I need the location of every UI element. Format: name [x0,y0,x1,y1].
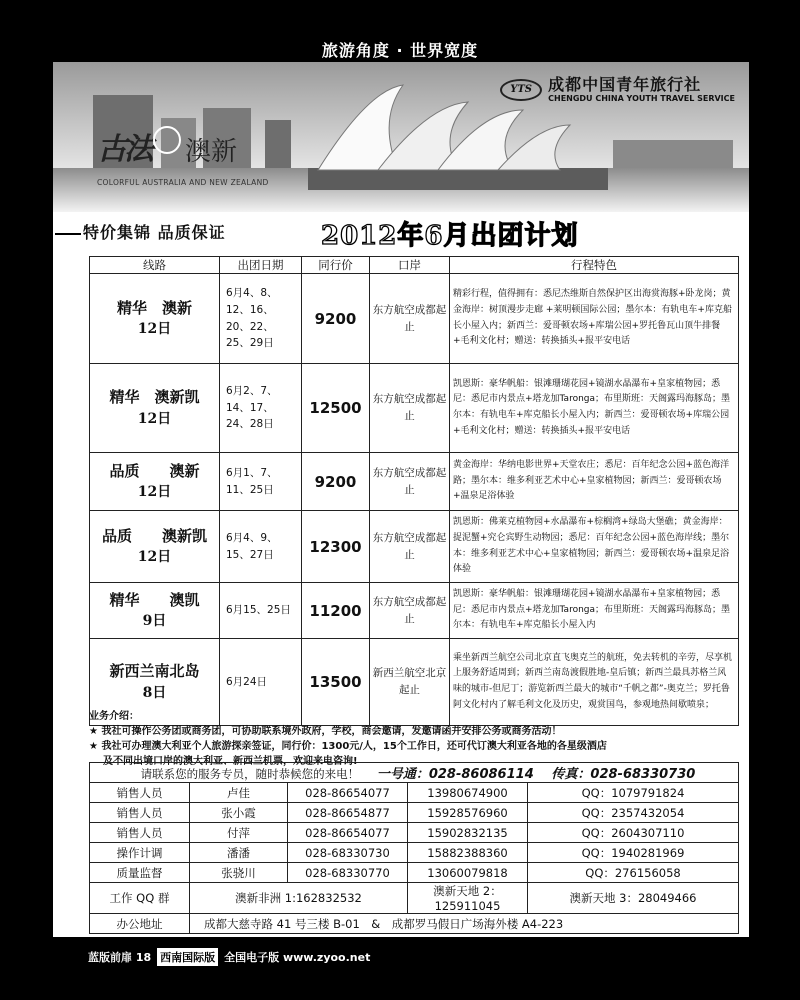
footer [88,948,370,966]
ring-decoration [153,126,181,154]
col-header-date: 出团日期 [220,257,302,274]
qq-group-row [90,883,739,914]
staff-row [90,803,739,823]
company-name-en: CHENGDU CHINA YOUTH TRAVEL SERVICE [548,94,735,104]
hotline-number[interactable]: 028-86086114 [428,767,534,782]
staff-mobile[interactable]: 15902832135 [408,823,528,843]
route-name: 品质 澳新 [109,461,200,480]
staff-mobile[interactable]: 13980674900 [408,783,528,803]
headline-slogan: 特价集锦 品质保证 [55,220,226,243]
footer-edition[interactable]: 全国电子版 www.zyoo.net [224,951,371,964]
banner-title-cn: 澳新 [185,137,238,167]
business-line: 及不同出境口岸的澳大利亚、新西兰机票，欢迎来电咨询! [103,756,358,767]
headline-title: 2012年6月出团计划 [321,221,579,251]
route-cell [90,453,220,511]
staff-phone[interactable]: 028-68330770 [288,863,408,883]
route-name: 精华 澳凯 [109,590,200,609]
route-name: 精华 澳新凯 [109,388,200,407]
col-header-features: 行程特色 [450,257,739,274]
staff-phone[interactable]: 028-68330730 [288,843,408,863]
staff-qq: QQ：2604307110 [528,823,739,843]
address-label: 办公地址 [90,914,190,934]
brand [500,76,735,104]
port-cell: 新西兰航空北京起止 [370,639,450,726]
staff-row [90,783,739,803]
business-intro [89,709,739,769]
staff-row [90,863,739,883]
route-days: 8日 [142,684,167,701]
qq-group: 澳新天地 3：28049466 [528,883,739,914]
staff-role: 销售人员 [90,823,190,843]
date-cell: 6月15、25日 [220,583,302,639]
headline [53,212,749,251]
features-cell: 凯恩斯：豪华帆船：银滩珊瑚花园+镜湖水晶瀑布+皇家植物园；悉尼：悉尼市内景点+塔龙加Taronga；布里斯班：天阁露玛海豚岛；墨尔本：有轨电车+库克船长小屋入内；新西兰：爱哥顿农场+库瑞公园+毛利文化村；赠送：转换插头+报平安电话 [450,364,739,453]
staff-row [90,823,739,843]
staff-name: 张小霞 [190,803,288,823]
staff-qq: QQ：1079791824 [528,783,739,803]
business-line: ★ 我社可操作公务团或商务团，可协助联系境外政府，学校，商会邀请，发邀请函并安排公务或商务活动！ [89,726,562,737]
staff-name: 张骁川 [190,863,288,883]
price-cell: 11200 [302,583,370,639]
banner-title [97,124,237,168]
route-cell [90,364,220,453]
staff-phone[interactable]: 028-86654077 [288,783,408,803]
staff-mobile[interactable]: 15882388360 [408,843,528,863]
table-row [90,453,739,511]
banner [53,62,749,212]
col-header-port: 口岸 [370,257,450,274]
features-cell: 精彩行程，值得拥有：悉尼杰维斯自然保护区出海赏海豚+卧龙岗；黄金海岸：树顶漫步走廊 +莱明顿国际公园；墨尔本：有轨电车+库克船长小屋入内；新西兰：爱哥顿农场+库瑞公园+罗托鲁瓦山顶牛排餐+毛利文化村；赠送：转换插头+报平安电话 [450,274,739,364]
route-days: 9日 [142,613,167,630]
company-name: 成都中国青年旅行社 [548,75,702,94]
table-row [90,364,739,453]
address: 成都大慈寺路 41 号三楼 B-01 & 成都罗马假日广场海外楼 A4-223 [190,914,739,934]
port-cell: 东方航空成都起止 [370,453,450,511]
route-days: 12日 [137,410,172,427]
business-title: 业务介绍： [89,711,139,722]
route-name: 品质 澳新凯 [101,526,207,545]
table-header-row [90,257,739,274]
staff-role: 销售人员 [90,803,190,823]
table-row [90,511,739,583]
staff-role: 质量监督 [90,863,190,883]
date-cell: 6月24日 [220,639,302,726]
banner-subtitle-en: COLORFUL AUSTRALIA AND NEW ZEALAND [97,178,269,187]
port-cell: 东方航空成都起止 [370,583,450,639]
date-cell: 6月4、8、12、16、20、22、25、29日 [220,274,302,364]
table-row [90,274,739,364]
address-row [90,914,739,934]
features-cell: 黄金海岸：华纳电影世界+天堂农庄；悉尼：百年纪念公园+蓝色海洋路；墨尔本：维多利亚艺术中心+皇家植物园；新西兰：爱哥顿农场+温泉足浴体验 [450,453,739,511]
qq-group: 澳新非洲 1:162832532 [190,883,408,914]
banner-script-text: 古法 [97,132,151,167]
price-cell: 9200 [302,274,370,364]
features-cell: 凯恩斯：佛莱克植物园+水晶瀑布+棕榈湾+绿岛大堡礁；黄金海岸：捉泥蟹+究仑宾野生动物园；悉尼：百年纪念公园+蓝色海岸线；墨尔本：维多利亚艺术中心+皇家植物园；新西兰：爱哥顿农场+温泉足浴体验 [450,511,739,583]
staff-name: 潘潘 [190,843,288,863]
price-cell: 12500 [302,364,370,453]
staff-row [90,843,739,863]
staff-mobile[interactable]: 15928576960 [408,803,528,823]
route-days: 12日 [137,549,172,566]
contact-header-row [90,763,739,783]
advertisement-page [53,62,749,937]
price-cell: 12300 [302,511,370,583]
table-row [90,583,739,639]
price-cell: 9200 [302,453,370,511]
route-cell [90,583,220,639]
contact-intro: 请联系您的服务专员，随时恭候您的来电！ [140,767,360,781]
contact-table [89,762,739,934]
company-logo: YTS [500,79,542,101]
route-name: 新西兰南北岛 [109,662,200,681]
col-header-route: 线路 [90,257,220,274]
fax-label: 传真： [551,767,591,782]
port-cell: 东方航空成都起止 [370,511,450,583]
qq-group-label: 工作 QQ 群 [90,883,190,914]
route-cell [90,511,220,583]
footer-badge: 西南国际版 [157,948,218,966]
port-cell: 东方航空成都起止 [370,364,450,453]
features-cell: 乘坐新西兰航空公司北京直飞奥克兰的航班，免去转机的辛劳，尽享机上服务舒适周到；新西兰南岛渡假胜地-皇后镇；新西兰最具苏格兰风味的城市-但尼丁；游览新西兰最大的城市“千帆之都”-奥克兰；罗托鲁阿文化村内了解毛利文化及历史，观赏国鸟，参观地热间歇喷泉； [450,639,739,726]
staff-role: 操作计调 [90,843,190,863]
staff-qq: QQ：276156058 [528,863,739,883]
tour-plan-table [89,256,739,726]
features-cell: 凯恩斯：豪华帆船：银滩珊瑚花园+镜湖水晶瀑布+皇家植物园；悉尼：悉尼市内景点+塔龙加Taronga；布里斯班：天阁露玛海豚岛；墨尔本：有轨电车+库克船长小屋入内 [450,583,739,639]
hotline-label: 一号通： [376,767,429,782]
staff-mobile[interactable]: 13060079818 [408,863,528,883]
date-cell: 6月1、7、11、25日 [220,453,302,511]
header-slogan: 旅游角度 · 世界宽度 [321,41,479,60]
fax-number: 028-68330730 [590,767,696,782]
staff-phone[interactable]: 028-86654077 [288,823,408,843]
staff-phone[interactable]: 028-86654877 [288,803,408,823]
business-line: ★ 我社可办理澳大利亚个人旅游探亲签证，同行价：1300元/人，15个工作日，还可代订澳大利亚各地的各星级酒店 [89,741,607,752]
date-cell: 6月2、7、14、17、24、28日 [220,364,302,453]
staff-name: 卢佳 [190,783,288,803]
footer-page: 蓝版前扉 18 [88,951,152,964]
route-days: 12日 [137,321,172,338]
date-cell: 6月4、9、15、27日 [220,511,302,583]
route-name: 精华 澳新 [116,298,192,317]
staff-role: 销售人员 [90,783,190,803]
col-header-price: 同行价 [302,257,370,274]
port-cell: 东方航空成都起止 [370,274,450,364]
route-days: 12日 [137,484,172,501]
route-cell [90,274,220,364]
staff-qq: QQ：2357432054 [528,803,739,823]
staff-name: 付萍 [190,823,288,843]
qq-group: 澳新天地 2：125911045 [408,883,528,914]
price-cell: 13500 [302,639,370,726]
staff-qq: QQ：1940281969 [528,843,739,863]
